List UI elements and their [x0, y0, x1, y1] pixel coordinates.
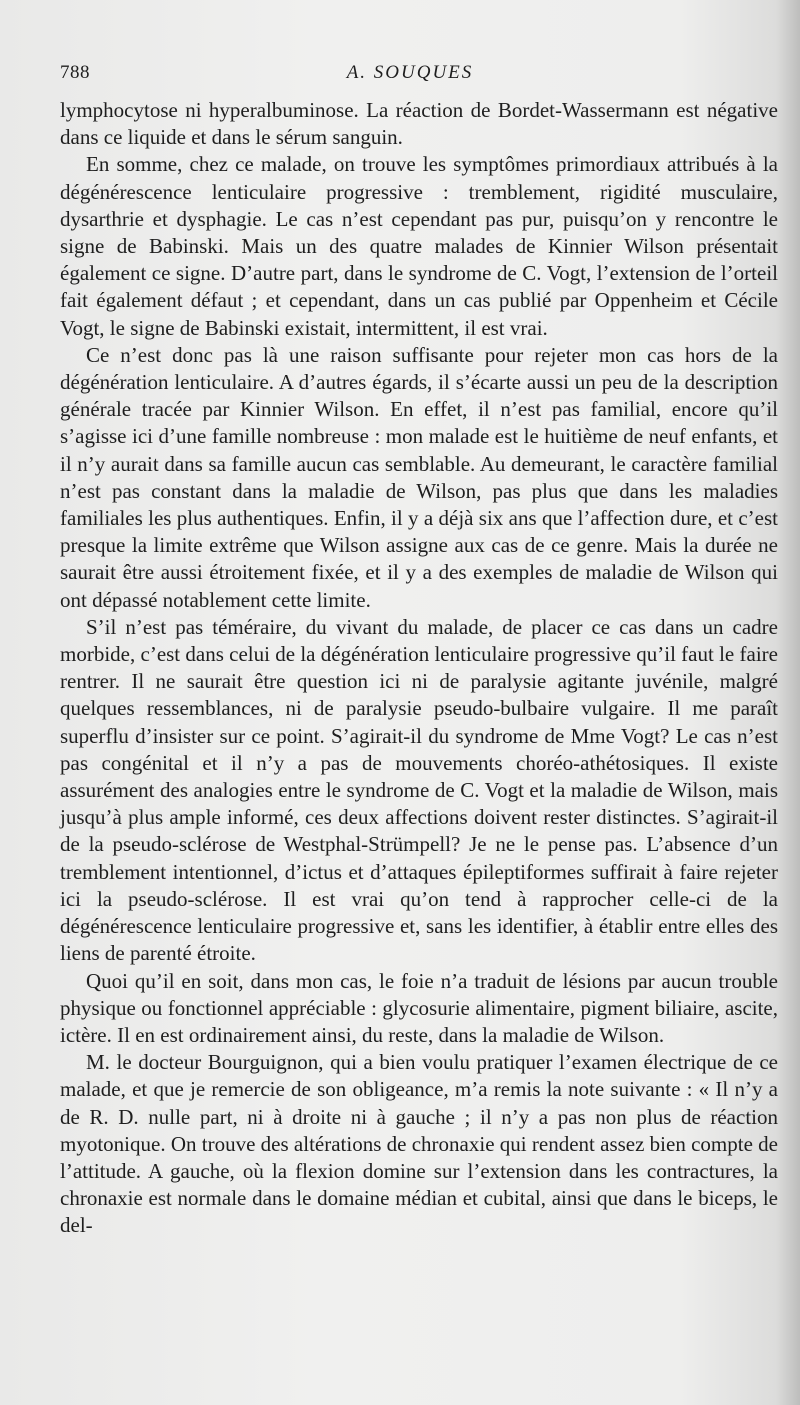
paragraph-continuation: lymphocytose ni hyperalbuminose. La réaction de Bordet-Wassermann est négative dans ce liquide et dans le sérum sanguin.: [60, 98, 778, 150]
paragraph: S’il n’est pas téméraire, du vivant du malade, de placer ce cas dans un cadre morbide, c’est dans celui de la dégénération lenticulaire progressive qu’il faut le faire rentrer. Il ne saurait être question ici ni de paralysie agitante juvénile, malgré quelques ressemblances, ni de paralysie pseudo-bulbaire vulgaire. Il me paraît superflu d’insister sur ce point. S’agirait-il du syndrome de Mme Vogt? Le cas n’est pas congénital et il n’y a pas de mouvements choréo-athétosiques. Il existe assurément des analogies entre le syndrome de C. Vogt et la maladie de Wilson, mais jusqu’à plus ample informé, ces deux affections doivent rester distinctes. S’agirait-il de la pseudo-sclérose de Westphal-Strümpell? Je ne le pense pas. L’absence d’un tremblement intentionnel, d’ictus et d’attaques épileptiformes suffirait à faire rejeter ici la pseudo-sclérose. Il est vrai qu’on tend à rapprocher celle-ci de la dégénérescence lenticulaire progressive et, sans les identifier, à établir entre elles des liens de parenté étroite.: [60, 614, 778, 966]
body-text: [60, 97, 778, 1240]
page-number: 788: [60, 62, 90, 83]
running-head-author: A. SOUQUES: [346, 62, 474, 83]
paragraph: Ce n’est donc pas là une raison suffisante pour rejeter mon cas hors de la dégénération lenticulaire. A d’autres égards, il s’écarte aussi un peu de la description générale tracée par Kinnier Wilson. En effet, il n’est pas familial, encore qu’il s’agisse ici d’une famille nombreuse : mon malade est le huitième de neuf enfants, et il n’y aurait dans sa famille aucun cas semblable. Au demeurant, le caractère familial n’est pas constant dans la maladie de Wilson, pas plus que dans les maladies familiales les plus authentiques. Enfin, il y a déjà six ans que l’affection dure, et c’est presque la limite extrême que Wilson assigne aux cas de ce genre. Mais la durée ne saurait être aussi étroitement fixée, et il y a des exemples de maladie de Wilson qui ont dépassé notablement cette limite.: [60, 342, 778, 612]
paragraph: M. le docteur Bourguignon, qui a bien voulu pratiquer l’examen électrique de ce malade, et que je remercie de son obligeance, m’a remis la note suivante : « Il n’y a de R. D. nulle part, ni à droite ni à gauche ; il n’y a pas non plus de réaction myotonique. On trouve des altérations de chronaxie qui rendent assez bien compte de l’attitude. A gauche, où la flexion domine sur l’extension dans les contractures, la chronaxie est normale dans le domaine médian et cubital, ainsi que dans le biceps, le del-: [60, 1050, 778, 1238]
paragraph: Quoi qu’il en soit, dans mon cas, le foie n’a traduit de lésions par aucun trouble physique ou fonctionnel appréciable : glycosurie alimentaire, pigment biliaire, ascite, ictère. Il en est ordinairement ainsi, du reste, dans la maladie de Wilson.: [60, 968, 778, 1047]
page-header: [60, 62, 760, 90]
paragraph: En somme, chez ce malade, on trouve les symptômes primordiaux attribués à la dégénérescence lenticulaire progressive : tremblement, rigidité musculaire, dysarthrie et dysphagie. Le cas n’est cependant pas pur, puisqu’on y rencontre le signe de Babinski. Mais un des quatre malades de Kinnier Wilson présentait également ce signe. D’autre part, dans le syndrome de C. Vogt, l’extension de l’orteil fait également défaut ; et cependant, dans un cas publié par Oppenheim et Cécile Vogt, le signe de Babinski existait, intermittent, il est vrai.: [60, 152, 778, 340]
